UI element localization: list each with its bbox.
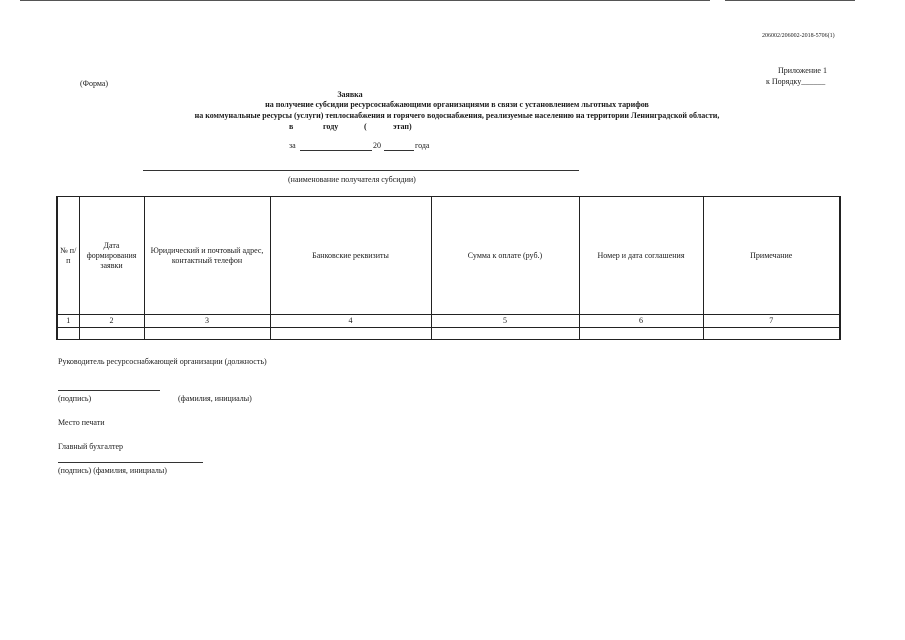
head-position-label: Руководитель ресурсоснабжающей организации (должность): [58, 357, 267, 366]
title-stage-word: этап): [393, 122, 412, 131]
table-header-row: [57, 197, 840, 315]
application-table: [56, 196, 841, 340]
recipient-blank-line: [143, 170, 579, 171]
scan-edge-line: [20, 0, 710, 1]
title-year-word: году: [323, 122, 339, 131]
period-suffix: года: [415, 141, 430, 150]
table-cell: [703, 328, 840, 340]
header-cell-agreement: Номер и дата соглашения: [579, 197, 703, 315]
table-cell: [57, 328, 79, 340]
accountant-label: Главный бухгалтер: [58, 442, 123, 451]
column-number-cell: 1: [57, 315, 79, 328]
column-number-cell: 3: [144, 315, 270, 328]
period-year-prefix: 20: [373, 141, 381, 150]
period-prefix: за: [289, 141, 296, 150]
document-title: Заявка: [337, 90, 363, 99]
column-number-cell: 6: [579, 315, 703, 328]
title-stage-open: (: [364, 122, 367, 131]
head-name-caption: (фамилия, инициалы): [178, 394, 252, 403]
stamp-place-label: Место печати: [58, 418, 105, 427]
title-line-3: на коммунальные ресурсы (услуги) теплоснабжения и горячего водоснабжения, реализуемые населению на территории Ленинградской области,: [194, 111, 720, 120]
appendix-number: Приложение 1: [778, 66, 827, 75]
accountant-signature-line: [58, 462, 203, 463]
header-cell-date: Дата формирования заявки: [79, 197, 144, 315]
scan-edge-line: [725, 0, 855, 1]
title-year-prefix: в: [289, 122, 294, 131]
header-cell-note: Примечание: [703, 197, 840, 315]
table-cell: [79, 328, 144, 340]
header-cell-address: Юридический и почтовый адрес, контактный телефон: [144, 197, 270, 315]
table-cell: [579, 328, 703, 340]
title-line-2: на получение субсидии ресурсоснабжающими организациями в связи с установлением льготных тарифов: [265, 100, 649, 109]
form-label: (Форма): [80, 79, 109, 88]
appendix-reference: к Порядку______: [766, 77, 826, 86]
recipient-caption: (наименование получателя субсидии): [288, 175, 416, 184]
column-number-cell: 7: [703, 315, 840, 328]
period-blank-line: [300, 150, 372, 151]
table-cell: [270, 328, 431, 340]
table-row: [57, 328, 840, 340]
column-number-cell: 5: [431, 315, 579, 328]
column-number-row: [57, 315, 840, 328]
accountant-caption: (подпись) (фамилия, инициалы): [58, 466, 167, 475]
table-cell: [144, 328, 270, 340]
column-number-cell: 4: [270, 315, 431, 328]
table-cell: [431, 328, 579, 340]
head-signature-caption: (подпись): [58, 394, 92, 403]
head-signature-line: [58, 390, 160, 391]
period-year-blank-line: [384, 150, 414, 151]
header-cell-bank-details: Банковские реквизиты: [270, 197, 431, 315]
header-cell-number: № п/п: [57, 197, 79, 315]
header-cell-amount: Сумма к оплате (руб.): [431, 197, 579, 315]
document-id: 206002/206002-2018-5706(1): [762, 33, 835, 39]
column-number-cell: 2: [79, 315, 144, 328]
